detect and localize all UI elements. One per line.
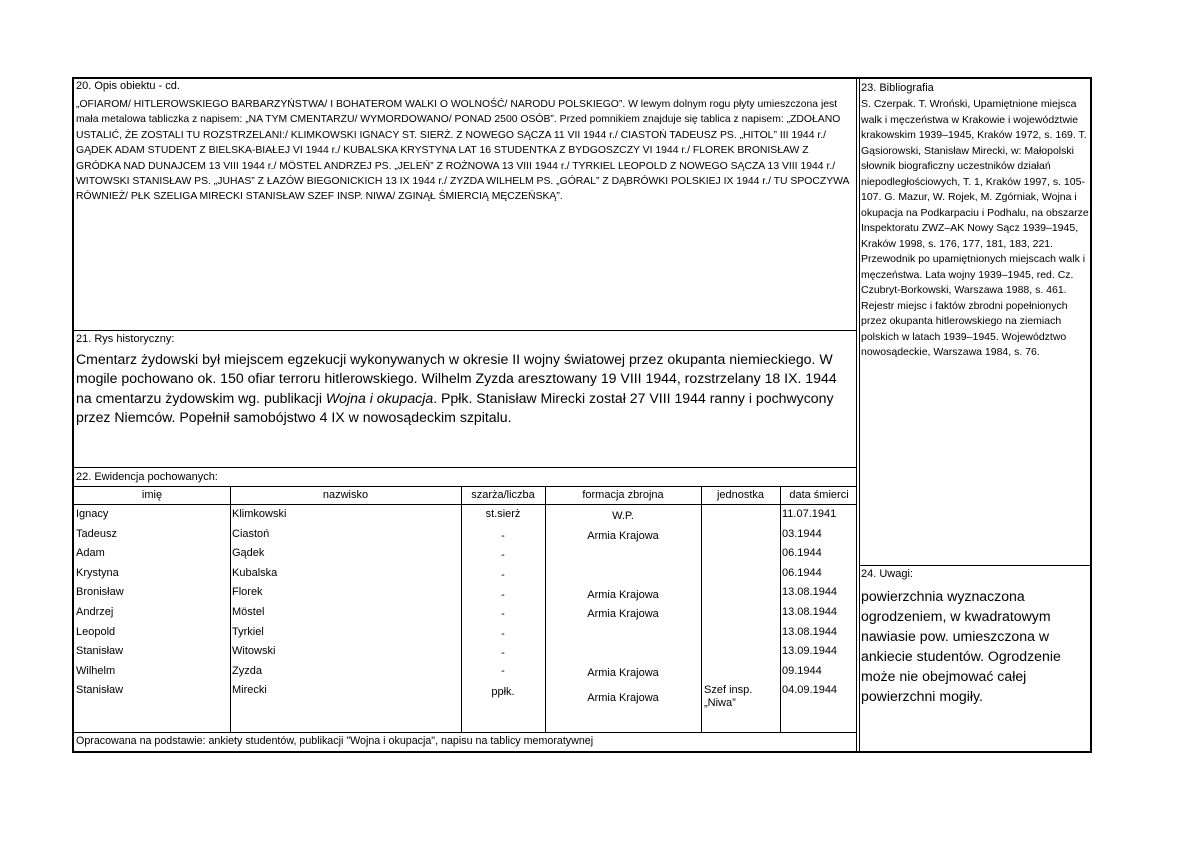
table-col-divider [701,486,702,732]
section-20-header: 20. Opis obiektu - cd. [76,80,180,92]
cell-nazwisko: Kubalska [232,567,278,579]
cell-szarza: - [501,608,505,620]
cell-szarza: - [501,530,505,542]
cell-data: 03.1944 [782,528,822,540]
cell-data: 13.08.1944 [782,606,838,618]
divider-23-24 [860,565,1091,566]
cell-szarza: - [501,569,505,581]
cell-nazwisko: Gądek [232,547,265,559]
col-header-nazwisko: nazwisko [322,489,369,501]
cell-nazwisko: Witowski [232,645,276,657]
col-header-formacja: formacja zbrojna [582,489,664,501]
cell-imie: Andrzej [76,606,114,618]
cell-szarza: - [501,589,505,601]
col-header-jednostka: jednostka [716,489,765,501]
cell-szarza: st.sierż [485,508,521,520]
cell-jednostka: Szef insp. „Niwa” [704,684,753,709]
cell-formacja: Armia Krajowa [587,608,659,620]
col-header-data: data śmierci [789,489,849,501]
cell-formacja: Armia Krajowa [587,589,659,601]
cell-imie: Ignacy [76,508,109,520]
table-col-divider [780,486,781,732]
cell-nazwisko: Möstel [232,606,265,618]
cell-data: 13.09.1944 [782,645,838,657]
cell-data: 09.1944 [782,665,822,677]
cell-formacja: Armia Krajowa [587,530,659,542]
cell-data: 06.1944 [782,547,822,559]
cell-szarza: - [501,628,505,640]
section-22-header: 22. Ewidencja pochowanych: [76,471,218,483]
table-col-divider [230,486,231,732]
cell-formacja: Armia Krajowa [587,667,659,679]
cell-nazwisko: Ciastoń [232,528,270,540]
section-21-text [76,350,855,427]
table-header-bottom [73,504,857,505]
cell-data: 13.08.1944 [782,626,838,638]
table-header-top [73,486,857,487]
cell-nazwisko: Mirecki [232,684,267,696]
section-23-header: 23. Bibliografia [861,82,934,94]
section-23-bibliography: S. Czerpak. T. Wroński, Upamiętnione miejsca walk i męczeństwa w Krakowie i województwie krakowskim 1939–1945, Kraków 1972, s. 169. T. Gąsiorowski, Stanisław Mirecki, w: Małopolski słownik biograficzny uczestników działań niepodległościowych, T. 1, Kraków 1997, s. 105-107. G. Mazur, W. Rojek, M. Zgórniak, Wojna i okupacja na Podkarpaciu i Podhalu, na obszarze Inspektoratu ZWZ–AK Nowy Sącz 1939–1945, Kraków 1998, s. 176, 177, 181, 183, 221. Przewodnik po upamiętnionych miejscach walk i męczeństwa. Lata wojny 1939–1945, red. Cz. Czubryt-Borkowski, Warszawa 1988, s. 461. Rejestr miejsc i faktów zbrodni popełnionych przez okupanta hitlerowskiego na ziemiach polskich w latach 1939–1945. Województwo nowosądeckie, Warszawa 1984, s. 76. [861,98,1089,358]
cell-imie: Leopold [76,626,116,638]
cell-szarza: - [501,665,505,677]
section-21-text-part2: . Ppłk. Stanisław Mirecki został 27 VIII 1944 ranny i pochwycony przez Niemców. Popełnił samobójstwo 4 IX w nowosądeckim szpitalu. [76,389,834,425]
cell-szarza: ppłk. [491,686,515,698]
cell-imie: Wilhelm [76,665,116,677]
table-footer-source: Opracowana na podstawie: ankiety studentów, publikacji "Wojna i okupacja", napisu na tablicy memoratywnej [76,735,594,747]
cell-imie: Stanisław [76,645,124,657]
cell-formacja: W.P. [612,510,634,522]
col-header-imie: imię [141,489,163,501]
cell-nazwisko: Zyzda [232,665,262,677]
column-divider [856,78,857,751]
cell-szarza: - [501,549,505,561]
cell-imie: Bronisław [76,586,124,598]
section-24-header: 24. Uwagi: [861,568,913,580]
section-21-text-part1: Cmentarz żydowski był miejscem egzekucji wykonywanych w okresie II wojny światowej przez okupanta niemieckiego. W mogile pochowano ok. 150 ofiar terroru hitlerowskiego. Wilhelm Zyzda aresztowany 19 VIII 1944, rozstrzelany 18 IX. 1944 na cmentarzu żydowskim wg. publikacji [76,351,837,406]
divider-20-21 [73,330,857,331]
publication-title: Wojna i okupacja [325,389,434,406]
cell-formacja: Armia Krajowa [587,692,659,704]
cell-szarza: - [501,647,505,659]
cell-data: 11.07.1941 [782,508,837,520]
cell-imie: Krystyna [76,567,119,579]
cell-nazwisko: Tyrkiel [232,626,264,638]
cell-data: 06.1944 [782,567,822,579]
section-20-text: „OFIAROM/ HITLEROWSKIEGO BARBARZYŃSTWA/ I BOHATEROM WALKI O WOLNOŚĆ/ NARODU POLSKIEGO”. W lewym dolnym rogu płyty umieszczona jest mała metalowa tabliczka z napisem: „NA TYM CMENTARZU/ WYMORDOWANO/ PONAD 2500 OSÓB”. Przed pomnikiem znajduje się tablica z napisem: „ZDOŁANO USTALIĆ, ŻE ZOSTALI TU ROZSTRZELANI:/ KLIMKOWSKI IGNACY ST. SIERŻ. Z NOWEGO SĄCZA 11 VII 1944 r./ CIASTOŃ TADEUSZ PS. „HITOL” III 1944 r./ GĄDEK ADAM STUDENT Z BIELSKA-BIAŁEJ VI 1944 r./ KUBALSKA KRYSTYNA LAT 16 STUDENTKA Z BYDGOSZCZY VI 1944 r./ FLOREK BRONISŁAW Z GRÓDKA NAD DUNAJCEM 13 VIII 1944 r./ MÖSTEL ANDRZEJ PS. „JELEŃ” Z ROŻNOWA 13 VIII 1944 r./ TYRKIEL LEOPOLD Z NOWEGO SĄCZA 13 VIII 1944 r./ WITOWSKI STANISŁAW PS. „JUHAS” Z ŁAZÓW BIEGONICKICH 13 IX 1944 r./ ZYZDA WILHELM PS. „GÓRAL” Z DĄBRÓWKI POLSKIEJ IX 1944 r./ TU SPOCZYWA RÓWNIEŻ/ PŁK SZELIGA MIRECKI STANISŁAW SZEF INSP. NIWA/ ZGINĄŁ ŚMIERCIĄ MĘCZEŃSKĄ”. [76,99,849,203]
cell-nazwisko: Florek [232,586,263,598]
section-24-remarks: powierzchnia wyznaczona ogrodzeniem, w kwadratowym nawiasie pow. umieszczona w ankiecie studentów. Ogrodzenie może nie obejmować całej powierzchni mogiły. [861,588,1061,704]
cell-data: 13.08.1944 [782,586,838,598]
cell-imie: Tadeusz [76,528,117,540]
divider-21-22 [73,467,857,468]
cell-imie: Stanisław [76,684,124,696]
col-header-szarza: szarża/liczba [471,489,535,501]
table-footer-top [73,732,857,733]
cell-data: 04.09.1944 [782,684,838,696]
cell-nazwisko: Klimkowski [232,508,287,520]
section-21-header: 21. Rys historyczny: [76,333,175,345]
column-divider-inner [859,78,860,751]
cell-imie: Adam [76,547,105,559]
